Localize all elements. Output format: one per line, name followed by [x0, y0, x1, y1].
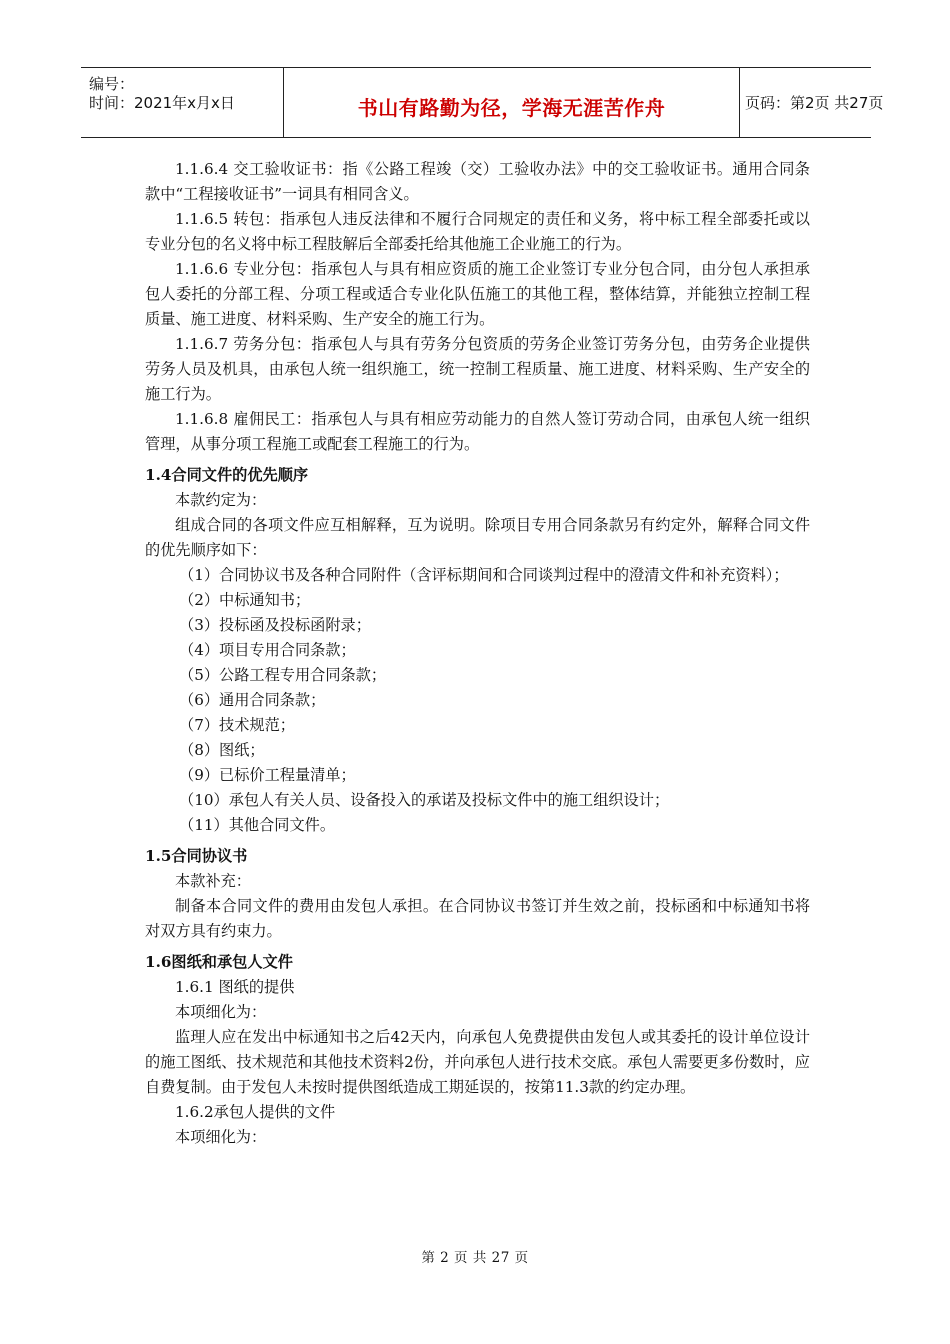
clause-1-1-6-4: 1.1.6.4 交工验收证书：指《公路工程竣（交）工验收办法》中的交工验收证书。通用合同条款中“工程接收证书”一词具有相同含义。: [145, 160, 810, 203]
priority-item: （6）通用合同条款；: [179, 691, 326, 709]
header-left-cell: [81, 68, 283, 137]
document-body: [145, 157, 810, 1150]
section-1-5-body: 制备本合同文件的费用由发包人承担。在合同协议书签订并生效之前，投标函和中标通知书将对双方具有约束力。: [145, 897, 810, 940]
priority-item: （2）中标通知书；: [179, 591, 311, 609]
priority-item: （9）已标价工程量清单；: [179, 766, 356, 784]
section-1-4-heading: 1.4合同文件的优先顺序: [145, 466, 309, 484]
subsection-1-6-2-intro: 本项细化为：: [175, 1128, 267, 1146]
priority-item: （11）其他合同文件。: [179, 816, 336, 834]
section-1-5-heading: 1.5合同协议书: [145, 847, 248, 865]
priority-item: （7）技术规范；: [179, 716, 295, 734]
number-label: 编号：: [89, 75, 135, 93]
subsection-1-6-1-body: 监理人应在发出中标通知书之后42天内，向承包人免费提供由发包人或其委托的设计单位设计的施工图纸、技术规范和其他技术资料2份，并向承包人进行技术交底。承包人需要更多份数时，应自费复制。由于发包人未按时提供图纸造成工期延误的，按第11.3款的约定办理。: [145, 1028, 810, 1096]
subsection-1-6-1-intro: 本项细化为：: [175, 1003, 267, 1021]
priority-item: （1）合同协议书及各种合同附件（含评标期间和合同谈判过程中的澄清文件和补充资料）；: [179, 566, 789, 584]
subsection-1-6-2-title: 1.6.2承包人提供的文件: [175, 1103, 336, 1121]
header-motto-cell: [283, 68, 740, 137]
section-1-4-body: 组成合同的各项文件应互相解释，互为说明。除项目专用合同条款另有约定外，解释合同文件的优先顺序如下：: [145, 516, 810, 559]
clause-1-1-6-6: 1.1.6.6 专业分包：指承包人与具有相应资质的施工企业签订专业分包合同，由分包人承担承包人委托的分部工程、分项工程或适合专业化队伍施工的其他工程，整体结算，并能独立控制工程质量、施工进度、材料采购、生产安全的施工行为。: [145, 260, 810, 328]
priority-item: （3）投标函及投标函附录；: [179, 616, 371, 634]
clause-1-1-6-8: 1.1.6.8 雇佣民工：指承包人与具有相应劳动能力的自然人签订劳动合同，由承包人统一组织管理，从事分项工程施工或配套工程施工的行为。: [145, 410, 810, 453]
subsection-1-6-1-title: 1.6.1 图纸的提供: [175, 978, 295, 996]
page-footer: 第 2 页 共 27 页: [421, 1250, 529, 1266]
page-header: [81, 67, 884, 138]
header-motto: 书山有路勤为径，学海无涯苦作舟: [357, 96, 666, 120]
section-1-4-intro: 本款约定为：: [175, 491, 267, 509]
section-1-5-intro: 本款补充：: [175, 872, 251, 890]
priority-item: （10）承包人有关人员、设备投入的承诺及投标文件中的施工组织设计；: [179, 791, 670, 809]
header-page-info: 页码：第2页 共27页: [745, 94, 884, 112]
priority-item: （5）公路工程专用合同条款；: [179, 666, 387, 684]
time-label: 时间：2021年x月x日: [89, 94, 235, 112]
priority-item: （4）项目专用合同条款；: [179, 641, 356, 659]
section-1-6-heading: 1.6图纸和承包人文件: [145, 953, 293, 971]
clause-1-1-6-5: 1.1.6.5 转包：指承包人违反法律和不履行合同规定的责任和义务，将中标工程全部委托或以专业分包的名义将中标工程肢解后全部委托给其他施工企业施工的行为。: [145, 210, 810, 253]
priority-item: （8）图纸；: [179, 741, 265, 759]
header-page-cell: [739, 68, 884, 137]
clause-1-1-6-7: 1.1.6.7 劳务分包：指承包人与具有劳务分包资质的劳务企业签订劳务分包，由劳务企业提供劳务人员及机具，由承包人统一组织施工，统一控制工程质量、施工进度、材料采购、生产安全的施工行为。: [145, 335, 810, 403]
